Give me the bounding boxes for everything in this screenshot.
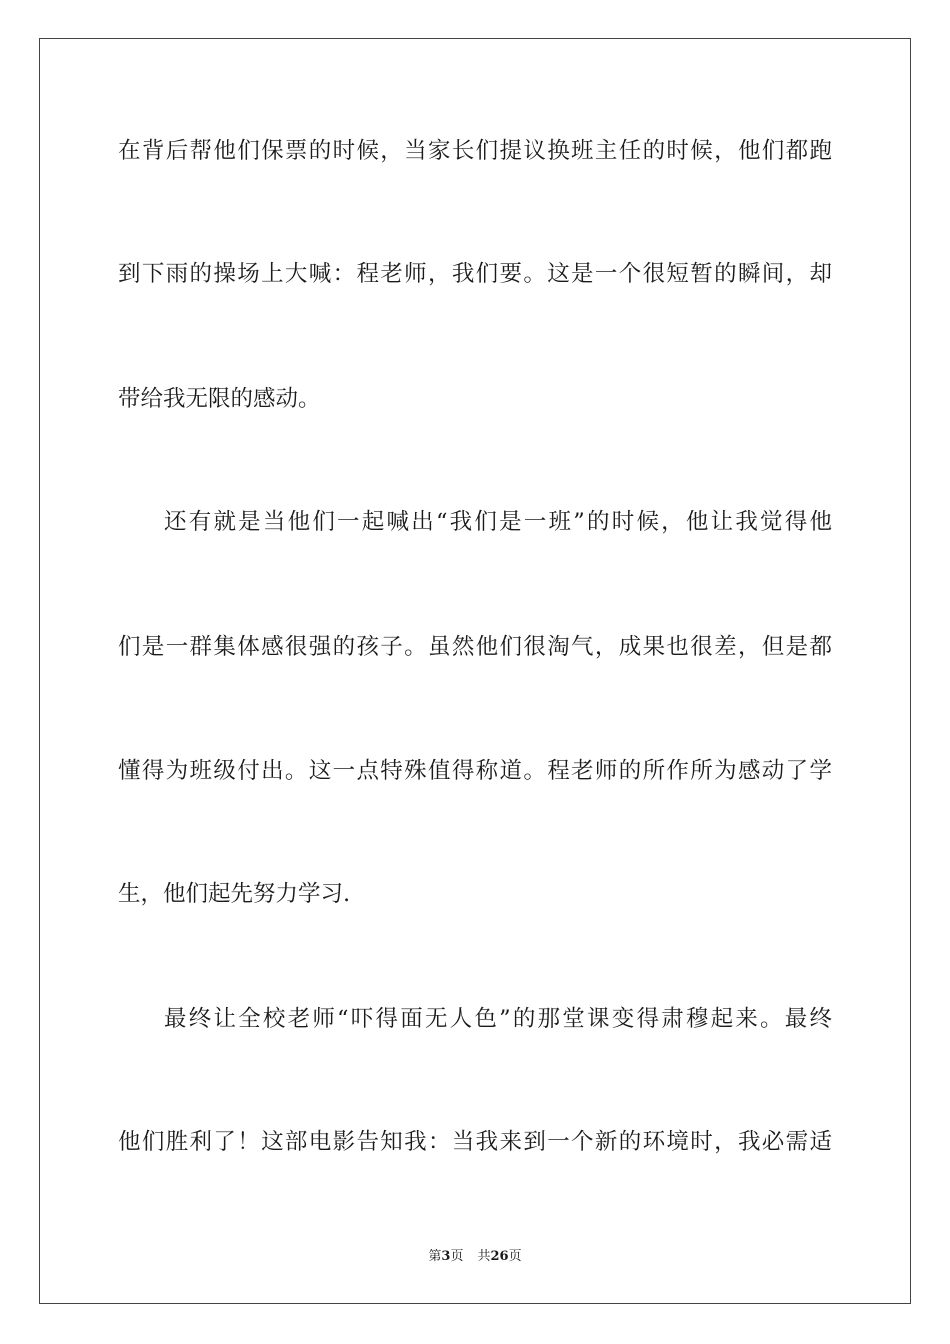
text-line-4: 还有就是当他们一起喊出“我们是一班”的时候，他让我觉得他 bbox=[164, 509, 832, 535]
page-number: 3 bbox=[441, 1249, 451, 1264]
text-line-6: 懂得为班级付出。这一点特殊值得称道。程老师的所作所为感动了学 bbox=[118, 758, 832, 784]
total-suffix: 页 bbox=[508, 1249, 522, 1264]
total-prefix: 共 bbox=[477, 1249, 491, 1264]
text-line-8: 最终让全校老师“吓得面无人色”的那堂课变得肃穆起来。最终 bbox=[164, 1006, 832, 1032]
text-line-7: 生，他们起先努力学习. bbox=[118, 881, 351, 907]
text-line-9: 他们胜利了！这部电影告知我：当我来到一个新的环境时，我必需适 bbox=[118, 1129, 832, 1155]
total-pages: 26 bbox=[490, 1249, 509, 1264]
page-prefix: 第 bbox=[428, 1249, 442, 1264]
text-line-1: 在背后帮他们保票的时候，当家长们提议换班主任的时候，他们都跑 bbox=[118, 138, 832, 164]
text-line-3: 带给我无限的感动。 bbox=[118, 386, 321, 412]
text-line-5: 们是一群集体感很强的孩子。虽然他们很淘气，成果也很差，但是都 bbox=[118, 634, 832, 660]
text-line-2: 到下雨的操场上大喊：程老师，我们要。这是一个很短暂的瞬间，却 bbox=[118, 261, 832, 287]
page-suffix: 页 bbox=[450, 1249, 464, 1264]
page-footer bbox=[0, 1247, 950, 1267]
page-border bbox=[39, 38, 911, 1304]
